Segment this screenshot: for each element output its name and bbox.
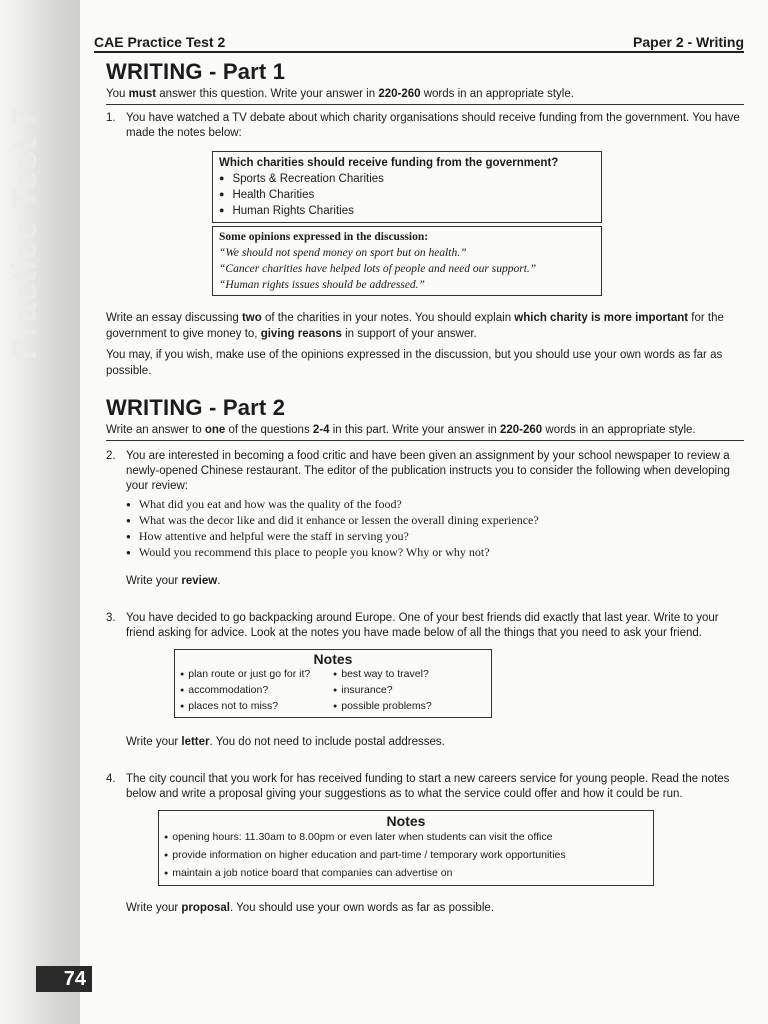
opinion-quote: “Human rights issues should be addressed.” — [219, 279, 425, 291]
question-2-task: Write your review. — [126, 575, 221, 587]
question-number: 4. — [106, 773, 116, 785]
question-text: You have watched a TV debate about which charity organisations should receive funding from the government. You have made the notes below: — [126, 112, 740, 139]
part1-title: WRITING - Part 1 — [106, 59, 286, 84]
question-3-task: Write your letter. You do not need to include postal addresses. — [126, 736, 445, 748]
list-item: ● places not to miss? — [180, 699, 333, 715]
part1-instruction: Write an essay discussing two of the charities in your notes. You should explain which charity is more important for the government to give money to, giving reasons in support of your answer. — [106, 312, 724, 340]
notes-title: Notes — [386, 813, 426, 829]
list-item: ● best way to travel? — [333, 667, 486, 683]
question-3 — [94, 611, 744, 641]
list-item: ● What was the decor like and did it enhance or lessen the overall dining experience? — [126, 513, 744, 529]
opinion-quote: “Cancer charities have helped lots of people and need our support.” — [219, 263, 537, 275]
part1-instruction-2: You may, if you wish, make use of the opinions expressed in the discussion, but you should use your own words as far as possible. — [106, 349, 723, 377]
list-item: ● Human Rights Charities — [219, 203, 595, 219]
opinion-quote: “We should not spend money on sport but on health.” — [219, 247, 467, 259]
list-item: ● How attentive and helpful were the staff in serving you? — [126, 529, 744, 545]
notes-box — [174, 649, 492, 718]
question-number: 1. — [106, 112, 116, 124]
side-band — [0, 0, 80, 1024]
page-content — [94, 34, 744, 916]
question-4-task: Write your proposal. You should use your own words as far as possible. — [126, 902, 494, 914]
header-right: Paper 2 - Writing — [633, 34, 744, 50]
notes-title: Which charities should receive funding from the government? — [219, 157, 559, 169]
notes-title: Notes — [313, 651, 353, 667]
question-text: The city council that you work for has received funding to start a new careers service for young people. Read the notes below and write a proposal giving your suggestions as to what the service could offer and how it could be run. — [126, 773, 730, 800]
page-header — [94, 34, 744, 53]
side-vertical-title: Practice Test 7 — [6, 107, 44, 360]
list-item: ● What did you eat and how was the quality of the food? — [126, 497, 744, 513]
question-text: You have decided to go backpacking around Europe. One of your best friends did exactly that last year. Write to your friend asking for advice. Look at the notes you have made below of all the things that you need to ask your friend. — [126, 612, 719, 639]
page-number: 74 — [36, 966, 92, 992]
list-item: ● accommodation? — [180, 683, 333, 699]
part1-intro: You must answer this question. Write your answer in 220-260 words in an appropriate style. — [106, 87, 744, 105]
list-item: ● provide information on higher education and part-time / temporary work opportunities — [164, 847, 648, 865]
header-left: CAE Practice Test 2 — [94, 34, 226, 50]
list-item: ● insurance? — [333, 683, 486, 699]
list-item: ● maintain a job notice board that companies can advertise on — [164, 865, 648, 883]
list-item: ● Sports & Recreation Charities — [219, 171, 595, 187]
list-item: ● Health Charities — [219, 187, 595, 203]
question-1 — [94, 111, 744, 141]
question-2 — [94, 449, 744, 494]
question-2-bullets — [126, 497, 744, 561]
list-item: ● Would you recommend this place to people you know? Why or why not? — [126, 545, 744, 561]
list-item: ● plan route or just go for it? — [180, 667, 333, 683]
question-text: You are interested in becoming a food critic and have been given an assignment by your school newspaper to review a newly-opened Chinese restaurant. The editor of the publication instructs you to consider the following when developing your review: — [126, 450, 730, 492]
opinions-box — [212, 226, 602, 296]
part2-intro: Write an answer to one of the questions 2-4 in this part. Write your answer in 220-260 words in an appropriate style. — [106, 423, 744, 441]
list-item: ● possible problems? — [333, 699, 486, 715]
question-4 — [94, 772, 744, 802]
notes-box — [212, 151, 602, 223]
question-number: 3. — [106, 612, 116, 624]
part2-title: WRITING - Part 2 — [106, 395, 286, 420]
list-item: ● opening hours: 11.30am to 8.00pm or even later when students can visit the office — [164, 829, 648, 847]
question-number: 2. — [106, 450, 116, 462]
opinions-title: Some opinions expressed in the discussion: — [219, 231, 429, 243]
notes-box — [158, 810, 654, 886]
